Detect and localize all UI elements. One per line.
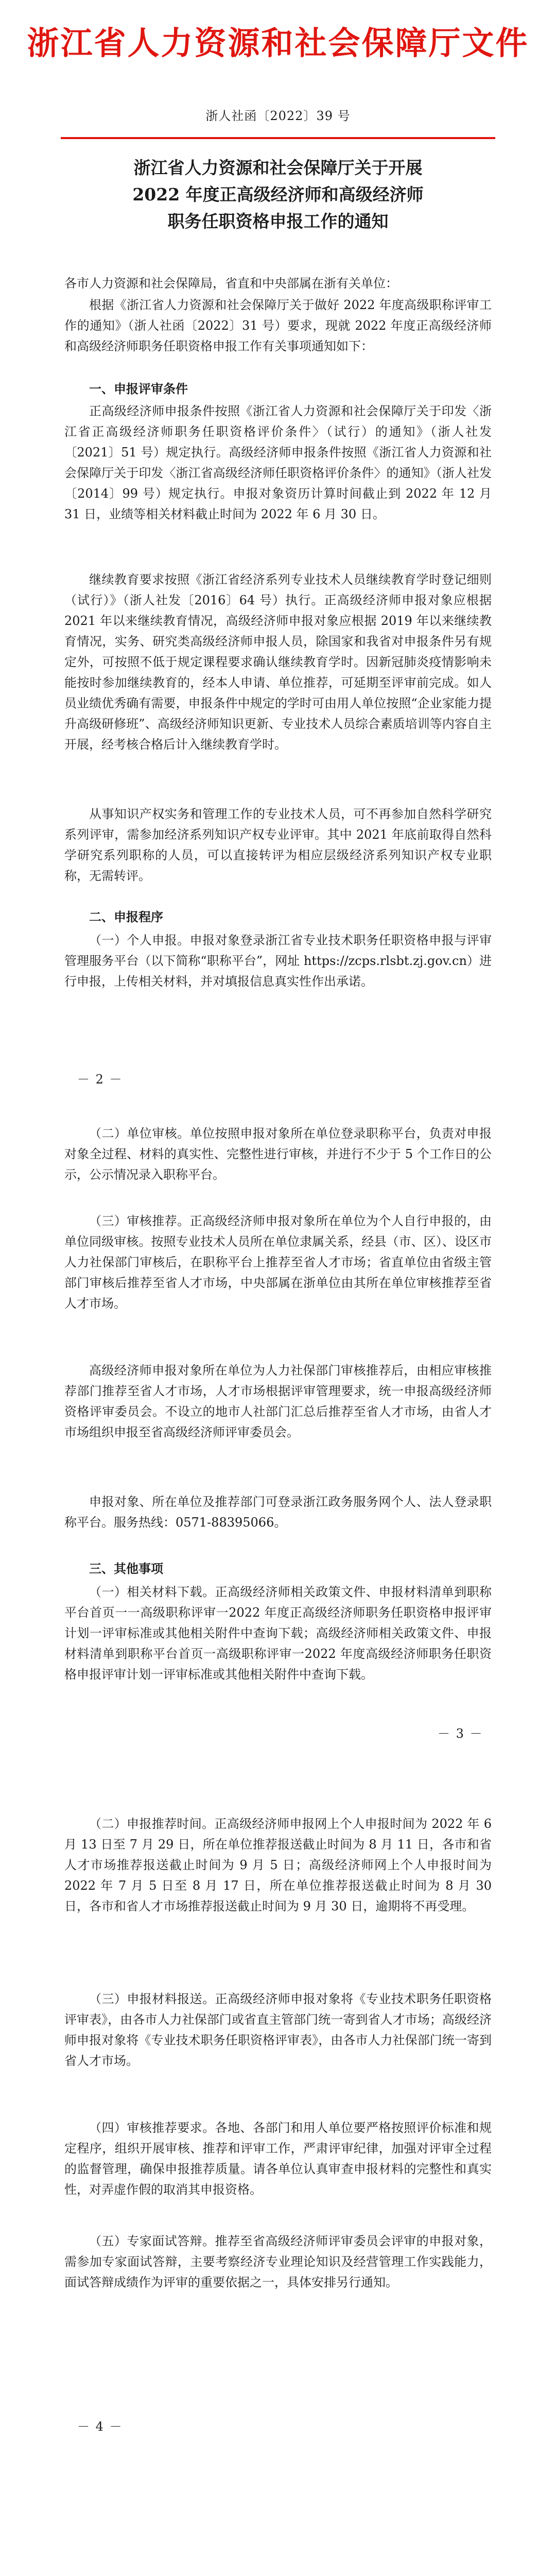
s2-paragraph-1: （一）个人申报。申报对象登录浙江省专业技术职务任职资格申报与评审管理服务平台（以下简称“职称平台”，网址 https://zcps.rlsbt.zj.gov.cn）进行申报，上传相关材料，并对填报信息真实性作出承诺。	[64, 933, 492, 989]
doc-number: 浙人社函〔2022〕39 号	[205, 109, 351, 123]
intro-paragraph: 根据《浙江省人力资源和社会保障厅关于做好 2022 年度高级职称评审工作的通知》（浙人社函〔2022〕31 号）要求，现就 2022 年度正高级经济师和高级经济师职务任职资格申报工作有关事项通知如下：	[64, 298, 492, 353]
s3-paragraph-2: （二）申报推荐时间。正高级经济师申报网上个人申报时间为 2022 年 6 月 13 日至 7 月 29 日，所在单位推荐报送截止时间为 8 月 11 日，各市和省人才市场推荐报送截止时间为 9 月 5 日；高级经济师网上个人申报时间为 2022 年 7 月 5 日至 8 月 17 日，所在单位推荐报送截止时间为 8 月 30 日，各市和省人才市场推荐报送截止时间为 9 月 30 日，逾期将不再受理。	[64, 1817, 492, 1913]
s2-paragraph-4: 高级经济师申报对象所在单位为人力社保部门审核推荐后，由相应审核推荐部门推荐至省人才市场，人才市场根据评审管理要求，统一申报高级经济师资格评审委员会。不设立的地市人社部门汇总后推荐至省人才市场，由省人才市场组织申报至省高级经济师评审委员会。	[64, 1363, 492, 1439]
s3-paragraph-5: （五）专家面试答辩。推荐至省高级经济师评审委员会评审的申报对象，需参加专家面试答辩，主要考察经济专业理论知识及经营管理工作实践能力，面试答辩成绩作为评审的重要依据之一，具体安排另行通知。	[64, 2234, 492, 2290]
page-number-4: － 4 －	[77, 2419, 123, 2434]
title-line-2: 2022 年度正高级经济师和高级经济师	[132, 184, 424, 205]
doc-title	[0, 155, 556, 235]
s3-paragraph-3: （三）申报材料报送。正高级经济师申报对象将《专业技术职务任职资格评审表》，由各市人力社保部门或省直主管部门统一寄到省人才市场；高级经济师申报对象将《专业技术职务任职资格评审表》，由各市人力社保部门统一寄到省人才市场。	[64, 1992, 492, 2068]
s1-paragraph-1: 正高级经济师申报条件按照《浙江省人力资源和社会保障厅关于印发〈浙江省正高级经济师职务任职资格评价条件〉（试行）的通知》（浙人社发〔2021〕51 号）规定执行。高级经济师申报条件按照《浙江省人力资源和社会保障厅关于印发〈浙江省高级经济师任职资格评价条件〉的通知》（浙人社发〔2014〕99 号）规定执行。申报对象资历计算时间截止到 2022 年 12 月 31 日，业绩等相关材料截止时间为 2022 年 6 月 30 日。	[64, 404, 492, 521]
s3-paragraph-1: （一）相关材料下载。正高级经济师相关政策文件、申报材料清单到职称平台首页一一高级职称评审一2022 年度正高级经济师职务任职资格申报评审计划一评审标准或其他相关附件中查询下载；高级经济师相关政策文件、申报材料清单到职称平台首页一高级职称评审一2022 年度高级经济师职务任职资格申报评审计划一评审标准或其他相关附件中查询下载。	[64, 1585, 492, 1682]
title-line-3: 职务任职资格申报工作的通知	[167, 211, 389, 231]
s1-paragraph-2: 继续教育要求按照《浙江省经济系列专业技术人员继续教育学时登记细则（试行）》（浙人社发〔2016〕64 号）执行。正高级经济师申报对象应根据 2021 年以来继续教育情况，高级经济师申报对象应根据 2019 年以来继续教育情况，实务、研究类高级经济师申报人员，除国家和我省对申报条件另有规定外，可按照不低于规定课程要求确认继续教育学时。因新冠肺炎疫情影响未能按时参加继续教育的，经本人申请、单位推荐，可延期至评审前完成。如人员业绩优秀确有需要，申报条件中规定的学时可由用人单位按照“企业家能力提升高级研修班”、高级经济师知识更新、专业技术人员综合素质培训等内容自主开展，经考核合格后计入继续教育学时。	[64, 572, 492, 752]
section-1-heading: 一、申报评审条件	[89, 381, 188, 396]
section-2-heading: 二、申报程序	[89, 909, 163, 924]
page-number-3: － 3 －	[438, 1726, 483, 1741]
org-title: 浙江省人力资源和社会保障厅文件	[27, 24, 529, 62]
red-divider	[61, 137, 495, 139]
title-line-1: 浙江省人力资源和社会保障厅关于开展	[133, 158, 423, 178]
s3-paragraph-4: （四）审核推荐要求。各地、各部门和用人单位要严格按照评价标准和规定程序，组织开展审核、推荐和评审工作，严肃评审纪律，加强对评审全过程的监督管理，确保申报推荐质量。请各单位认真审查申报材料的完整性和真实性，对弄虚作假的取消其申报资格。	[64, 2121, 492, 2197]
s1-paragraph-3: 从事知识产权实务和管理工作的专业技术人员，可不再参加自然科学研究系列评审，需参加经济系列知识产权专业评审。其中 2021 年底前取得自然科学研究系列职称的人员，可以直接转评为相应层级经济系列知识产权专业职称，无需转评。	[64, 807, 492, 883]
page-number-2: － 2 －	[77, 1072, 123, 1087]
s2-paragraph-2: （二）单位审核。单位按照申报对象所在单位登录职称平台，负责对申报对象全过程、材料的真实性、完整性进行审核，并进行不少于 5 个工作日的公示，公示情况录入职称平台。	[64, 1126, 492, 1182]
section-3-heading: 三、其他事项	[89, 1561, 163, 1576]
s2-paragraph-3: （三）审核推荐。正高级经济师申报对象所在单位为个人自行申报的，由单位同级审核。按照专业技术人员所在单位隶属关系，经县（市、区）、设区市人力社保部门审核后，在职称平台上推荐至省人才市场；省直单位由省级主管部门审核后推荐至省人才市场，中央部属在浙单位由其所在单位审核推荐至省人才市场。	[64, 1214, 492, 1311]
s2-paragraph-5: 申报对象、所在单位及推荐部门可登录浙江政务服务网个人、法人登录职称平台。服务热线：0571-88395066。	[64, 1495, 492, 1530]
salutation: 各市人力资源和社会保障局，省直和中央部属在浙有关单位：	[64, 276, 398, 291]
